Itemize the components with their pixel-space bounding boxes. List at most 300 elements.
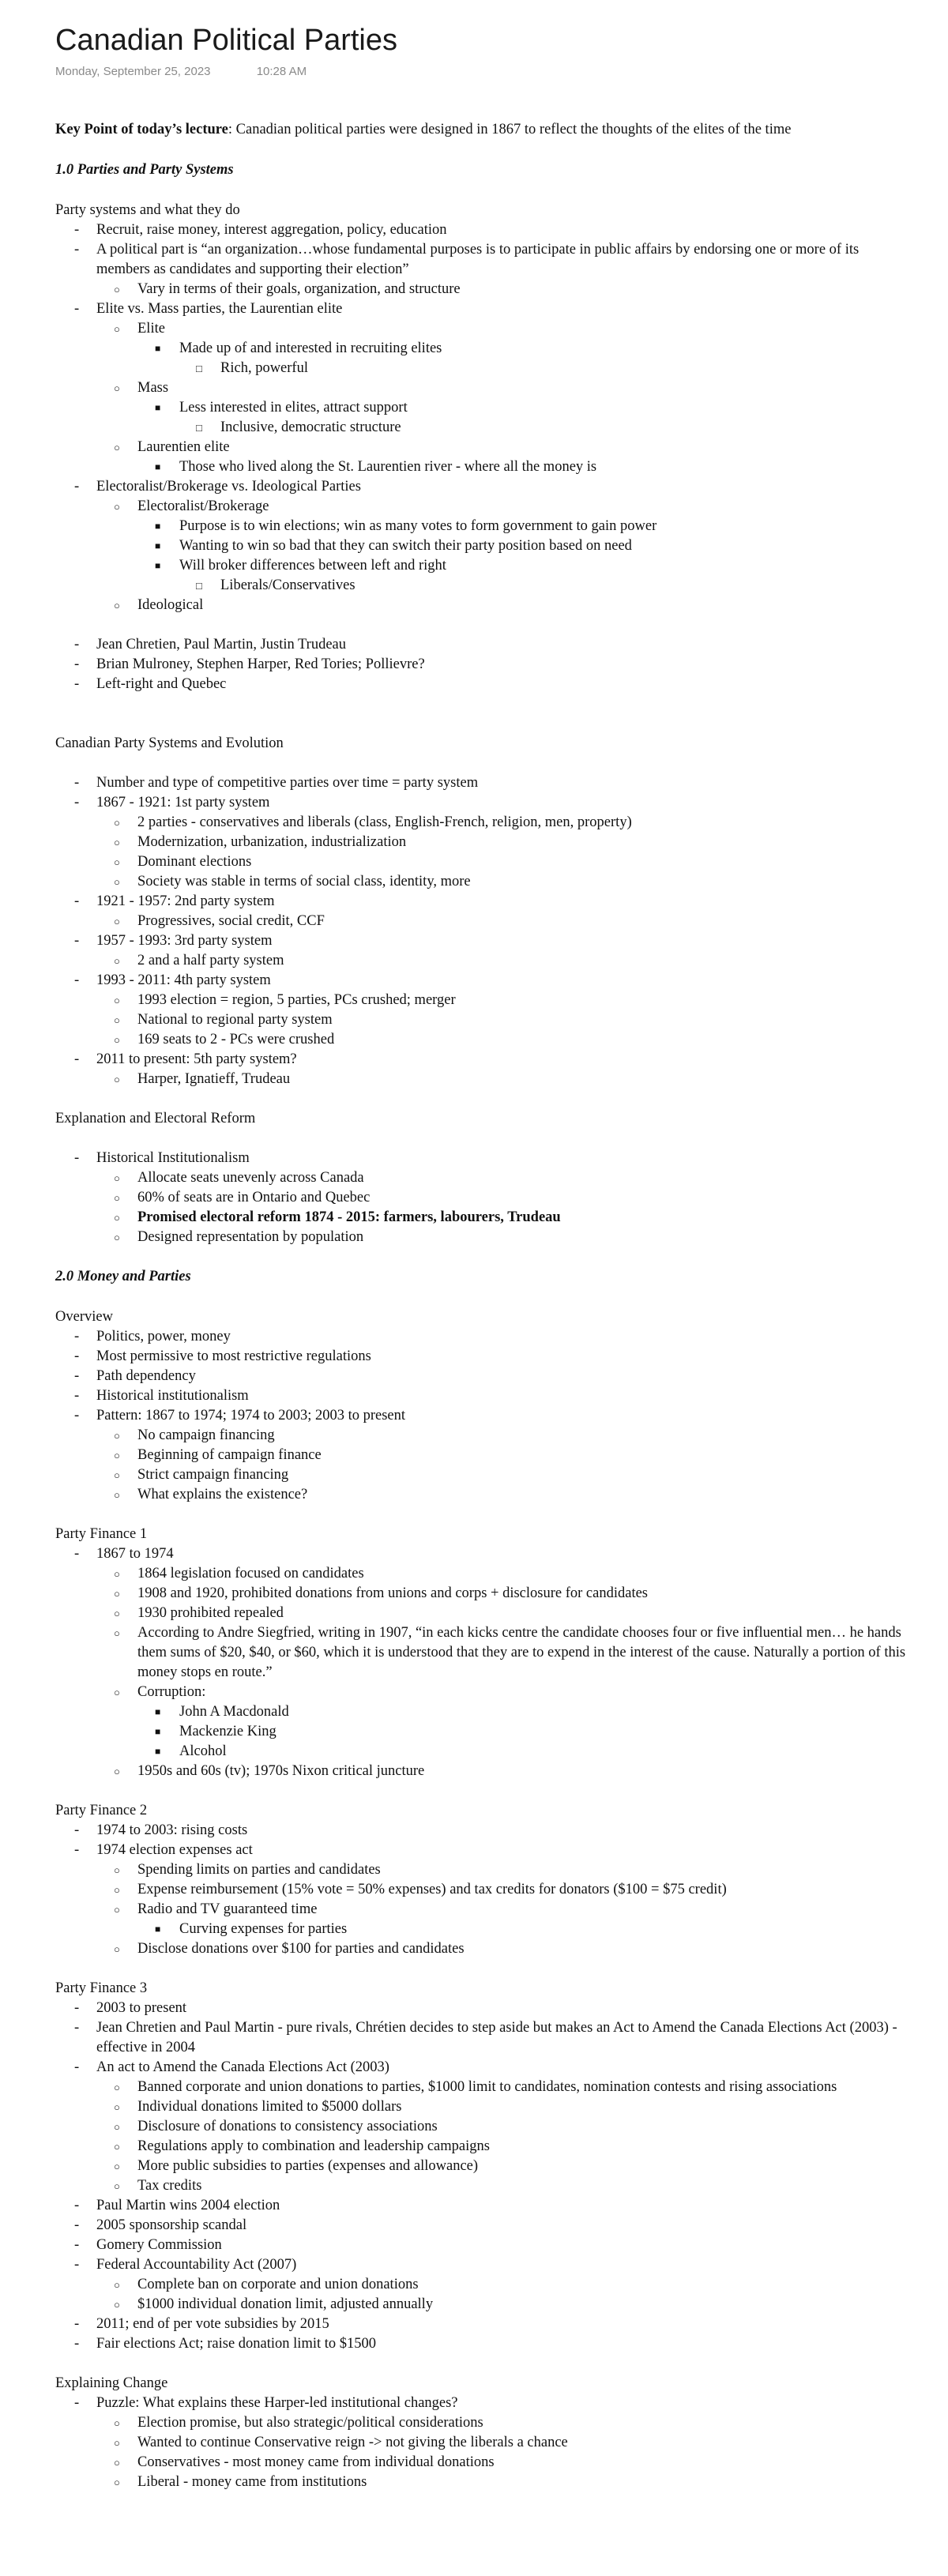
list-item-level-2 — [55, 596, 908, 615]
list-item-text: 1993 election = region, 5 parties, PCs crushed; merger — [137, 992, 456, 1008]
list-item-level-2 — [55, 378, 908, 398]
list-item-level-1 — [55, 773, 908, 793]
list-item-level-1 — [55, 2334, 908, 2354]
list-item-text: Less interested in elites, attract support — [179, 400, 408, 416]
list-item-text: Expense reimbursement (15% vote = 50% expenses) and tax credits for donators ($100 = $75 credit) — [137, 1882, 727, 1897]
bullet-marker: ■ — [155, 521, 161, 532]
bullet-marker: ○ — [114, 817, 120, 829]
list-item-text: Curving expenses for parties — [179, 1921, 348, 1937]
bullet-marker: - — [74, 795, 80, 810]
bullet-marker: ○ — [114, 1864, 120, 1876]
bullet-list — [55, 1327, 908, 1505]
list-item-text: Ideological — [137, 597, 204, 613]
blank-line — [55, 1089, 908, 1109]
list-item-level-1 — [55, 971, 908, 991]
outline-content — [55, 160, 908, 2492]
bullet-marker: - — [74, 1051, 80, 1067]
list-item-level-1 — [55, 477, 908, 497]
list-item-level-2 — [55, 2078, 908, 2097]
list-item-level-2 — [55, 280, 908, 299]
list-item-text: Liberal - money came from institutions — [137, 2474, 367, 2490]
list-item-level-1 — [55, 2018, 908, 2058]
list-item-text: Designed representation by population — [137, 1229, 364, 1245]
bullet-marker: ○ — [114, 382, 120, 394]
list-item-text: 2005 sponsorship scandal — [96, 2217, 247, 2233]
bullet-marker: ■ — [155, 343, 161, 354]
list-item-text: Jean Chretien and Paul Martin - pure rivals, Chrétien decides to step aside but makes an Act to Amend the Canada Elections Act (2003) - effective in 2004 — [96, 2020, 897, 2055]
bullet-marker: ○ — [114, 1904, 120, 1916]
bullet-marker: ○ — [114, 1627, 120, 1639]
list-item-text: National to regional party system — [137, 1012, 333, 1028]
blank-line — [55, 1959, 908, 1979]
bullet-marker: ○ — [114, 1232, 120, 1243]
list-item-level-4 — [55, 359, 908, 378]
bullet-marker: - — [74, 2198, 80, 2213]
list-item-level-1 — [55, 1821, 908, 1841]
list-item-level-2 — [55, 2413, 908, 2433]
list-item-text: Most permissive to most restrictive regulations — [96, 1348, 371, 1364]
list-item-text: 1908 and 1920, prohibited donations from unions and corps + disclosure for candidates — [137, 1585, 648, 1601]
list-item-text: 1974 to 2003: rising costs — [96, 1822, 248, 1838]
blank-line — [55, 1129, 908, 1149]
bullet-list — [55, 1149, 908, 1247]
list-item-level-2 — [55, 1604, 908, 1623]
list-item-level-2 — [55, 1623, 908, 1683]
list-item-text: 169 seats to 2 - PCs were crushed — [137, 1032, 335, 1047]
list-item-text: Left-right and Quebec — [96, 676, 227, 692]
subheading: Overview — [55, 1309, 113, 1325]
list-item-text: Regulations apply to combination and leadership campaigns — [137, 2138, 490, 2154]
list-item-level-1 — [55, 1327, 908, 1347]
page-title[interactable]: Canadian Political Parties — [55, 24, 398, 57]
list-item-level-2 — [55, 912, 908, 931]
list-item-level-3 — [55, 536, 908, 556]
bullet-marker: ■ — [155, 461, 161, 472]
list-item-text: A political part is “an organization…whose fundamental purposes is to participate in public affairs by endorsing one or more of its members as candidates and supporting their election” — [96, 242, 860, 277]
bullet-marker: ○ — [114, 1034, 120, 1046]
list-item-text: Alcohol — [179, 1743, 227, 1759]
bullet-list — [55, 2394, 908, 2492]
list-item-level-1 — [55, 2196, 908, 2216]
list-item-text: More public subsidies to parties (expenses and allowance) — [137, 2158, 479, 2174]
bullet-marker: ○ — [114, 1608, 120, 1619]
list-item-text: 1867 to 1974 — [96, 1546, 174, 1562]
bullet-marker: - — [74, 1368, 80, 1384]
blank-line — [55, 754, 908, 773]
bullet-marker: ○ — [114, 2160, 120, 2172]
subheading: Party Finance 1 — [55, 1526, 148, 1542]
list-item-level-2 — [55, 1426, 908, 1446]
blank-line — [55, 615, 908, 635]
bullet-marker: □ — [196, 422, 202, 434]
bullet-marker: - — [74, 301, 80, 317]
bullet-marker: - — [74, 2217, 80, 2233]
list-item-level-1 — [55, 2255, 908, 2275]
list-item-level-3 — [55, 398, 908, 418]
subheading: Explaining Change — [55, 2375, 168, 2391]
list-item-text: 1974 election expenses act — [96, 1842, 253, 1858]
list-item-text: Number and type of competitive parties over time = party system — [96, 775, 479, 791]
bullet-marker: - — [74, 2020, 80, 2036]
blank-line — [55, 1247, 908, 1267]
bullet-marker: ○ — [114, 1074, 120, 1085]
bullet-marker: - — [74, 972, 80, 988]
list-item-level-1 — [55, 2058, 908, 2078]
list-item-level-2 — [55, 2157, 908, 2176]
list-item-level-2 — [55, 2433, 908, 2453]
bullet-marker: ■ — [155, 402, 161, 413]
page-timestamp — [55, 65, 908, 82]
list-item-level-1 — [55, 635, 908, 655]
bullet-marker: ○ — [114, 1450, 120, 1461]
note-body[interactable] — [55, 120, 908, 2492]
list-item-level-2 — [55, 1683, 908, 1702]
list-item-level-2 — [55, 1010, 908, 1030]
list-item-level-2 — [55, 1070, 908, 1089]
list-item-level-2 — [55, 2097, 908, 2117]
list-item-level-2 — [55, 2176, 908, 2196]
list-item-level-1 — [55, 2216, 908, 2236]
bullet-marker: - — [74, 2316, 80, 2332]
list-item-level-2 — [55, 2275, 908, 2295]
list-item-level-2 — [55, 1188, 908, 1208]
list-item-level-2 — [55, 1168, 908, 1188]
list-item-text: Corruption: — [137, 1684, 206, 1700]
list-item-text: 2011 to present: 5th party system? — [96, 1051, 297, 1067]
list-item-level-1 — [55, 1544, 908, 1564]
list-item-level-1 — [55, 2315, 908, 2334]
list-item-text: Puzzle: What explains these Harper-led institutional changes? — [96, 2395, 458, 2411]
bullet-marker: ○ — [114, 1192, 120, 1204]
bullet-list — [55, 220, 908, 615]
section-heading: 1.0 Parties and Party Systems — [55, 162, 234, 178]
list-item-level-1 — [55, 2236, 908, 2255]
list-item-text: Inclusive, democratic structure — [220, 419, 401, 435]
list-item-level-1 — [55, 1406, 908, 1426]
list-item-level-2 — [55, 852, 908, 872]
list-item-level-2 — [55, 1228, 908, 1247]
list-item-text: John A Macdonald — [179, 1704, 289, 1720]
list-item-text: $1000 individual donation limit, adjusted annually — [137, 2296, 434, 2312]
bullet-marker: - — [74, 242, 80, 258]
list-item-text: Jean Chretien, Paul Martin, Justin Trudeau — [96, 637, 347, 652]
list-item-text: An act to Amend the Canada Elections Act (2003) — [96, 2059, 389, 2075]
bullet-marker: ○ — [114, 1884, 120, 1896]
list-item-level-2 — [55, 2117, 908, 2137]
list-item-text: What explains the existence? — [137, 1487, 308, 1502]
subheading: Explanation and Electoral Reform — [55, 1111, 256, 1126]
list-item-text: Disclose donations over $100 for parties and candidates — [137, 1941, 465, 1957]
list-item-level-2 — [55, 833, 908, 852]
list-item-level-4 — [55, 418, 908, 438]
bullet-marker: - — [74, 933, 80, 949]
list-item-level-2 — [55, 872, 908, 892]
bullet-marker: □ — [196, 580, 202, 592]
bullet-marker: - — [74, 775, 80, 791]
bullet-marker: ○ — [114, 1588, 120, 1600]
list-item-level-1 — [55, 220, 908, 240]
list-item-level-1 — [55, 1050, 908, 1070]
bullet-marker: ○ — [114, 2417, 120, 2429]
list-item-text: Recruit, raise money, interest aggregation, policy, education — [96, 222, 447, 238]
list-item-level-3 — [55, 339, 908, 359]
list-item-text: Wanting to win so bad that they can switch their party position based on need — [179, 538, 632, 554]
list-item-level-1 — [55, 2394, 908, 2413]
list-item-level-2 — [55, 2295, 908, 2315]
list-item-text: Radio and TV guaranteed time — [137, 1901, 318, 1917]
list-item-text: Historical Institutionalism — [96, 1150, 250, 1166]
bullet-marker: ○ — [114, 876, 120, 888]
list-item-text: Electoralist/Brokerage vs. Ideological Parties — [96, 479, 361, 495]
list-item-level-2 — [55, 813, 908, 833]
bullet-marker: - — [74, 2237, 80, 2253]
list-item-level-1 — [55, 299, 908, 319]
bullet-marker: ○ — [114, 1943, 120, 1955]
bullet-marker: - — [74, 479, 80, 495]
key-point — [55, 120, 908, 140]
list-item-text: Made up of and interested in recruiting elites — [179, 340, 442, 356]
bullet-marker: ■ — [155, 560, 161, 571]
list-item-level-3 — [55, 1702, 908, 1722]
list-item-text: Disclosure of donations to consistency associations — [137, 2119, 438, 2134]
list-item-text: 2003 to present — [96, 2000, 187, 2016]
bullet-marker: - — [74, 893, 80, 909]
list-item-level-3 — [55, 517, 908, 536]
list-item-text: 1950s and 60s (tv); 1970s Nixon critical juncture — [137, 1763, 425, 1779]
list-item-level-3 — [55, 1742, 908, 1762]
list-item-level-1 — [55, 1367, 908, 1386]
list-item-text: Will broker differences between left and right — [179, 558, 446, 573]
bullet-marker: - — [74, 637, 80, 652]
list-item-text: Society was stable in terms of social class, identity, more — [137, 874, 471, 889]
bullet-marker: ○ — [114, 1430, 120, 1442]
bullet-marker: ○ — [114, 442, 120, 453]
list-item-text: Harper, Ignatieff, Trudeau — [137, 1071, 291, 1087]
subheading: Canadian Party Systems and Evolution — [55, 735, 284, 751]
bullet-list — [55, 1821, 908, 1959]
bullet-marker: - — [74, 1408, 80, 1423]
bullet-marker: ○ — [114, 323, 120, 335]
bullet-marker: ■ — [155, 1924, 161, 1935]
bullet-marker: ○ — [114, 837, 120, 848]
list-item-level-2 — [55, 1900, 908, 1920]
key-point-label: Key Point of today’s lecture — [55, 122, 228, 137]
list-item-text: Liberals/Conservatives — [220, 577, 356, 593]
bullet-marker: - — [74, 2257, 80, 2273]
list-item-level-2 — [55, 2137, 908, 2157]
list-item-level-3 — [55, 457, 908, 477]
bullet-marker: ○ — [114, 2081, 120, 2093]
list-item-text: Complete ban on corporate and union donations — [137, 2277, 419, 2292]
list-item-text: Brian Mulroney, Stephen Harper, Red Tories; Pollievre? — [96, 656, 425, 672]
list-item-text: Modernization, urbanization, industrialization — [137, 834, 407, 850]
bullet-marker: ○ — [114, 2279, 120, 2291]
list-item-text: Mackenzie King — [179, 1724, 276, 1739]
list-item-level-2 — [55, 1030, 908, 1050]
list-item-level-2 — [55, 1860, 908, 1880]
bullet-marker: ○ — [114, 1469, 120, 1481]
list-item-text: Those who lived along the St. Laurentien river - where all the money is — [179, 459, 597, 475]
list-item-text: 1921 - 1957: 2nd party system — [96, 893, 275, 909]
list-item-level-1 — [55, 1347, 908, 1367]
list-item-level-2 — [55, 497, 908, 517]
bullet-marker: ○ — [114, 856, 120, 868]
bullet-marker: - — [74, 222, 80, 238]
note-page — [55, 22, 908, 2492]
list-item-text: Elite — [137, 321, 165, 337]
bullet-marker: - — [74, 2059, 80, 2075]
list-item-level-2 — [55, 951, 908, 971]
list-item-level-2 — [55, 1564, 908, 1584]
list-item-text: 1930 prohibited repealed — [137, 1605, 284, 1621]
list-item-text: 1993 - 2011: 4th party system — [96, 972, 271, 988]
list-item-text: Rich, powerful — [220, 360, 308, 376]
list-item-text: Allocate seats unevenly across Canada — [137, 1170, 364, 1186]
list-item-text: 2 parties - conservatives and liberals (class, English-French, religion, men, property) — [137, 814, 632, 830]
list-item-level-1 — [55, 1999, 908, 2018]
list-item-text: Dominant elections — [137, 854, 252, 870]
list-item-level-2 — [55, 438, 908, 457]
bullet-marker: - — [74, 656, 80, 672]
bullet-marker: ○ — [114, 955, 120, 967]
list-item-level-3 — [55, 1722, 908, 1742]
list-item-text: Banned corporate and union donations to parties, $1000 limit to candidates, nomination contests and rising associations — [137, 2079, 837, 2095]
blank-line — [55, 1781, 908, 1801]
list-item-text: Beginning of campaign finance — [137, 1447, 322, 1463]
list-item-text: Election promise, but also strategic/political considerations — [137, 2415, 483, 2431]
bullet-list — [55, 1999, 908, 2354]
subheading: Party systems and what they do — [55, 202, 240, 218]
bullet-marker: ○ — [114, 501, 120, 513]
key-point-text: : Canadian political parties were designed in 1867 to reflect the thoughts of the elites of the time — [228, 122, 792, 137]
bullet-marker: ■ — [155, 540, 161, 551]
bullet-marker: - — [74, 1150, 80, 1166]
bullet-marker: - — [74, 1348, 80, 1364]
list-item-text: According to Andre Siegfried, writing in 1907, “in each kicks centre the candidate chooses four or five influential men… he hands them sums of $20, $40, or $60, which it is understood that they are to expend in the interest of the cause. Naturally a portion of this money stops en route.” — [137, 1625, 906, 1680]
list-item-text: 2 and a half party system — [137, 953, 284, 968]
bullet-marker: ○ — [114, 2457, 120, 2469]
list-item-text: Federal Accountability Act (2007) — [96, 2257, 297, 2273]
bullet-marker: ■ — [155, 1746, 161, 1757]
list-item-level-2 — [55, 1584, 908, 1604]
bullet-marker: ○ — [114, 2476, 120, 2488]
blank-lines — [55, 694, 908, 734]
bullet-marker: ○ — [114, 2299, 120, 2311]
bullet-marker: ○ — [114, 1489, 120, 1501]
list-item-level-2 — [55, 2473, 908, 2492]
bullet-marker: - — [74, 1822, 80, 1838]
list-item-level-2 — [55, 1762, 908, 1781]
list-item-level-2 — [55, 1446, 908, 1465]
bullet-marker: ○ — [114, 2437, 120, 2449]
bullet-list — [55, 635, 908, 694]
bullet-marker: ○ — [114, 1766, 120, 1777]
list-item-text: No campaign financing — [137, 1427, 275, 1443]
list-item-text: Conservatives - most money came from individual donations — [137, 2454, 495, 2470]
list-item-text: Gomery Commission — [96, 2237, 222, 2253]
list-item-level-3 — [55, 1920, 908, 1939]
list-item-text: Progressives, social credit, CCF — [137, 913, 325, 929]
list-item-level-2 — [55, 1939, 908, 1959]
list-item-level-1 — [55, 1841, 908, 1860]
bullet-marker: - — [74, 1329, 80, 1344]
subheading: Party Finance 2 — [55, 1803, 148, 1818]
list-item-text: 2011; end of per vote subsidies by 2015 — [96, 2316, 329, 2332]
bullet-marker: ○ — [114, 1568, 120, 1580]
list-item-level-1 — [55, 675, 908, 694]
list-item-text: Path dependency — [96, 1368, 196, 1384]
list-item-level-2 — [55, 1485, 908, 1505]
bullet-marker: ○ — [114, 600, 120, 611]
list-item-text: Tax credits — [137, 2178, 202, 2194]
list-item-text: Promised electoral reform 1874 - 2015: farmers, labourers, Trudeau — [137, 1209, 561, 1225]
list-item-text: 1867 - 1921: 1st party system — [96, 795, 270, 810]
bullet-marker: ○ — [114, 1687, 120, 1698]
list-item-level-1 — [55, 931, 908, 951]
bullet-marker: ○ — [114, 2121, 120, 2133]
list-item-level-2 — [55, 1465, 908, 1485]
page-date: Monday, September 25, 2023 — [55, 65, 211, 78]
list-item-text: Vary in terms of their goals, organization, and structure — [137, 281, 461, 297]
subheading: Party Finance 3 — [55, 1980, 148, 1996]
bullet-marker: ○ — [114, 2180, 120, 2192]
bullet-marker: - — [74, 1546, 80, 1562]
bullet-marker: □ — [196, 363, 202, 374]
list-item-level-2 — [55, 991, 908, 1010]
list-item-level-2 — [55, 319, 908, 339]
page-time: 10:28 AM — [256, 65, 307, 78]
list-item-text: Electoralist/Brokerage — [137, 498, 269, 514]
list-item-text: Historical institutionalism — [96, 1388, 249, 1404]
bullet-list — [55, 773, 908, 1089]
bullet-marker: ○ — [114, 1014, 120, 1026]
bullet-marker: - — [74, 1388, 80, 1404]
list-item-level-1 — [55, 1149, 908, 1168]
blank-line — [55, 2354, 908, 2374]
list-item-level-1 — [55, 892, 908, 912]
list-item-text: Politics, power, money — [96, 1329, 231, 1344]
list-item-text: Purpose is to win elections; win as many votes to form government to gain power — [179, 518, 657, 534]
list-item-level-2 — [55, 1208, 908, 1228]
bullet-marker: ■ — [155, 1706, 161, 1717]
list-item-text: Individual donations limited to $5000 dollars — [137, 2099, 402, 2115]
bullet-marker: ○ — [114, 1172, 120, 1184]
section-heading: 2.0 Money and Parties — [55, 1269, 191, 1284]
list-item-text: Pattern: 1867 to 1974; 1974 to 2003; 2003 to present — [96, 1408, 406, 1423]
list-item-level-1 — [55, 655, 908, 675]
bullet-marker: ○ — [114, 284, 120, 295]
list-item-level-2 — [55, 2453, 908, 2473]
list-item-text: Spending limits on parties and candidates — [137, 1862, 381, 1878]
list-item-level-4 — [55, 576, 908, 596]
bullet-marker: ■ — [155, 1726, 161, 1737]
list-item-text: Elite vs. Mass parties, the Laurentian elite — [96, 301, 343, 317]
list-item-text: Mass — [137, 380, 169, 396]
bullet-marker: ○ — [114, 2141, 120, 2153]
bullet-list — [55, 1544, 908, 1781]
list-item-text: 1957 - 1993: 3rd party system — [96, 933, 273, 949]
list-item-level-3 — [55, 556, 908, 576]
bullet-marker: ○ — [114, 2101, 120, 2113]
bullet-marker: - — [74, 2336, 80, 2352]
bullet-marker: - — [74, 2395, 80, 2411]
bullet-marker: ○ — [114, 916, 120, 927]
bullet-marker: - — [74, 2000, 80, 2016]
list-item-level-1 — [55, 240, 908, 280]
list-item-text: Wanted to continue Conservative reign -> not giving the liberals a chance — [137, 2435, 568, 2450]
list-item-level-1 — [55, 793, 908, 813]
list-item-text: 60% of seats are in Ontario and Quebec — [137, 1190, 371, 1205]
